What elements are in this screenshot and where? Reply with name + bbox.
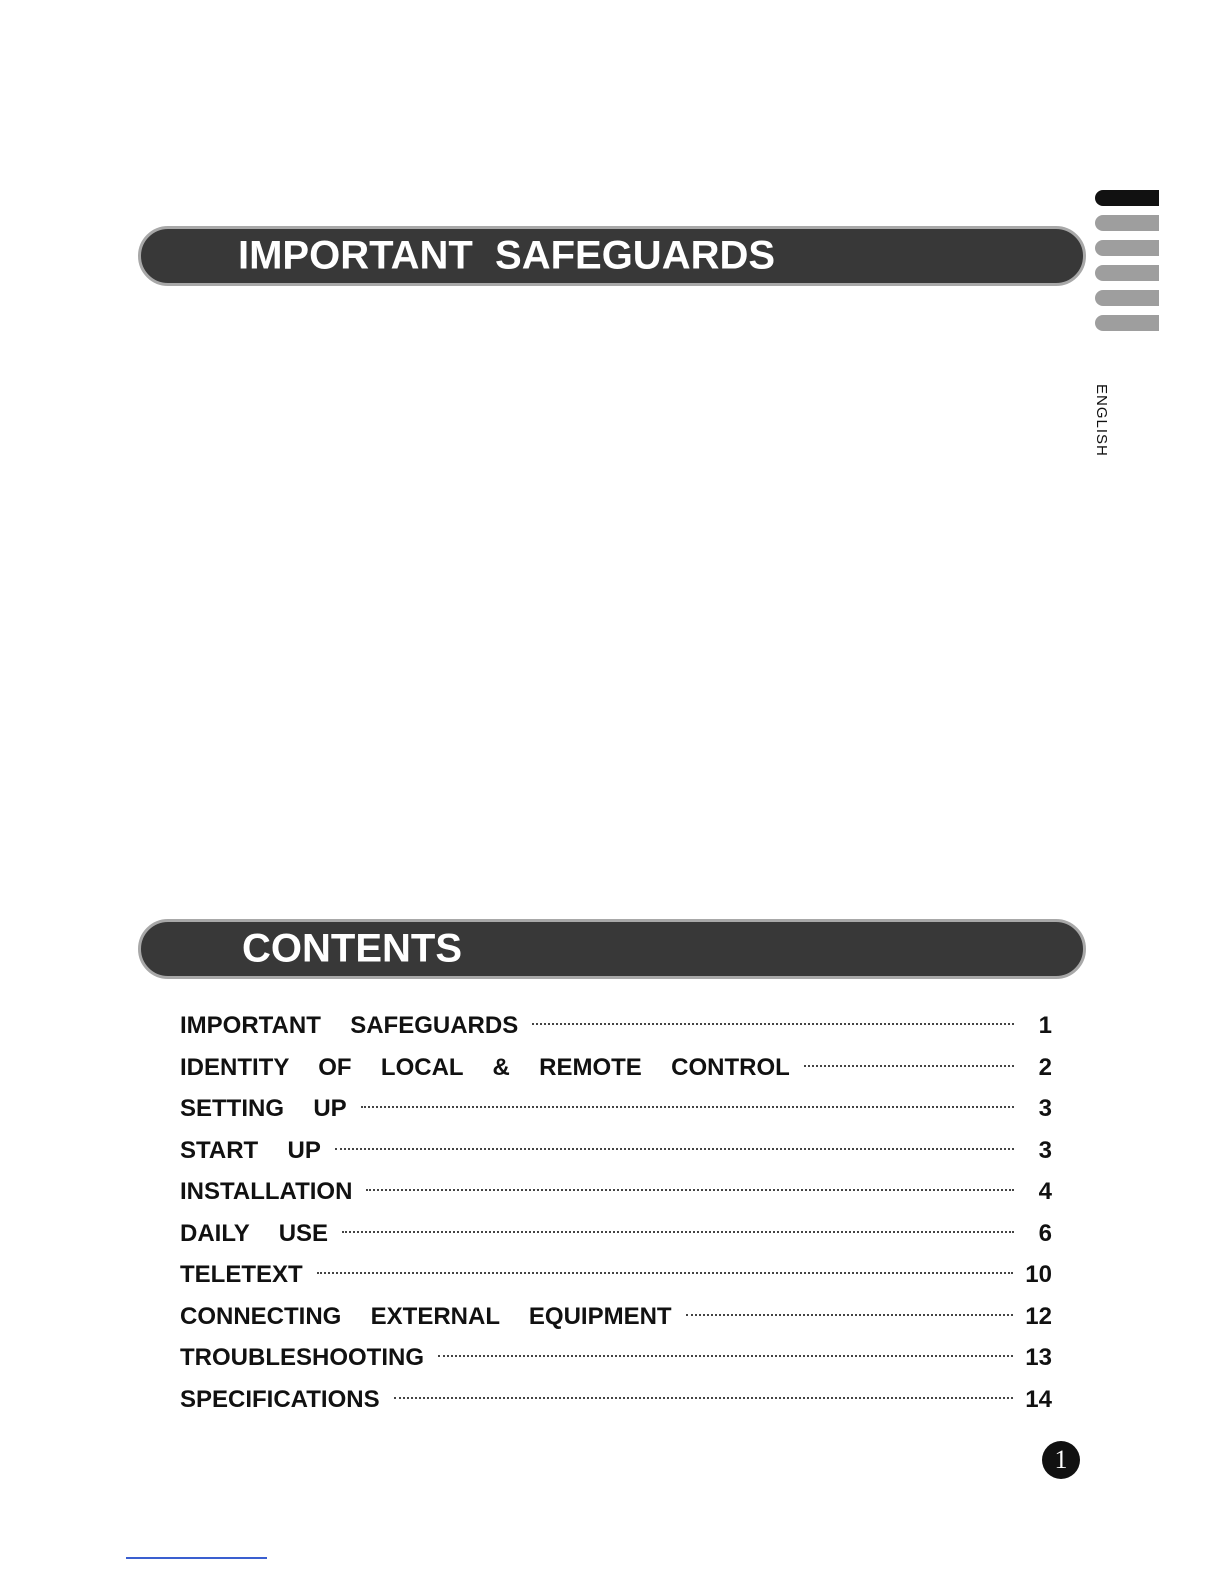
dot-leader bbox=[361, 1106, 1014, 1108]
toc-entry-title: CONNECTING EXTERNAL EQUIPMENT bbox=[180, 1302, 672, 1330]
toc-entry[interactable] bbox=[180, 1344, 1052, 1386]
toc-entry-page: 1 bbox=[1038, 1012, 1052, 1039]
toc-entry[interactable] bbox=[180, 1220, 1052, 1262]
toc-entry-page: 3 bbox=[1038, 1095, 1052, 1122]
toc-entry-page: 14 bbox=[1025, 1385, 1052, 1413]
section-tab[interactable] bbox=[1095, 265, 1159, 281]
section-banner-contents bbox=[138, 919, 1086, 979]
section-tab-active[interactable] bbox=[1095, 190, 1159, 206]
toc-entry-title: TROUBLESHOOTING bbox=[180, 1344, 424, 1371]
toc-entry[interactable] bbox=[180, 1012, 1052, 1054]
language-label: ENGLISH bbox=[1093, 384, 1110, 457]
dot-leader bbox=[317, 1272, 1014, 1274]
dot-leader bbox=[438, 1355, 1013, 1357]
toc-entry-page: 12 bbox=[1025, 1302, 1052, 1330]
section-tab[interactable] bbox=[1095, 315, 1159, 331]
section-tabs bbox=[1095, 190, 1159, 340]
toc-entry-title: INSTALLATION bbox=[180, 1178, 353, 1205]
toc-entry-title: IDENTITY OF LOCAL & REMOTE CONTROL bbox=[180, 1053, 790, 1081]
table-of-contents bbox=[180, 1012, 1052, 1427]
toc-entry-page: 3 bbox=[1038, 1136, 1052, 1164]
section-tab[interactable] bbox=[1095, 290, 1159, 306]
toc-entry[interactable] bbox=[180, 1095, 1052, 1137]
dot-leader bbox=[804, 1065, 1014, 1067]
toc-entry-page: 10 bbox=[1025, 1261, 1052, 1288]
page-number-badge: 1 bbox=[1042, 1441, 1080, 1479]
toc-entry-title: START UP bbox=[180, 1136, 321, 1164]
footer-rule bbox=[126, 1557, 267, 1559]
toc-entry-page: 4 bbox=[1038, 1178, 1052, 1205]
toc-entry-title: DAILY USE bbox=[180, 1219, 329, 1247]
section-tab[interactable] bbox=[1095, 240, 1159, 256]
section-title: IMPORTANT SAFEGUARDS bbox=[238, 233, 776, 278]
toc-entry-page: 13 bbox=[1025, 1344, 1052, 1371]
toc-entry-title: TELETEXT bbox=[180, 1261, 303, 1288]
section-tab[interactable] bbox=[1095, 215, 1159, 231]
dot-leader bbox=[342, 1231, 1014, 1233]
toc-entry[interactable] bbox=[180, 1054, 1052, 1096]
toc-entry[interactable] bbox=[180, 1137, 1052, 1179]
dot-leader bbox=[335, 1148, 1014, 1150]
toc-entry[interactable] bbox=[180, 1261, 1052, 1303]
toc-entry[interactable] bbox=[180, 1178, 1052, 1220]
toc-entry-page: 2 bbox=[1038, 1053, 1052, 1081]
toc-entry-title: IMPORTANT SAFEGUARDS bbox=[180, 1012, 519, 1039]
contents-title: CONTENTS bbox=[242, 926, 462, 971]
toc-entry-title: SETTING UP bbox=[180, 1095, 347, 1122]
dot-leader bbox=[394, 1397, 1014, 1399]
toc-entry[interactable] bbox=[180, 1386, 1052, 1428]
toc-entry[interactable] bbox=[180, 1303, 1052, 1345]
dot-leader bbox=[532, 1023, 1014, 1025]
toc-entry-title: SPECIFICATIONS bbox=[180, 1385, 380, 1413]
section-banner-safeguards bbox=[138, 226, 1086, 286]
toc-entry-page: 6 bbox=[1038, 1219, 1052, 1247]
dot-leader bbox=[686, 1314, 1014, 1316]
dot-leader bbox=[366, 1189, 1014, 1191]
